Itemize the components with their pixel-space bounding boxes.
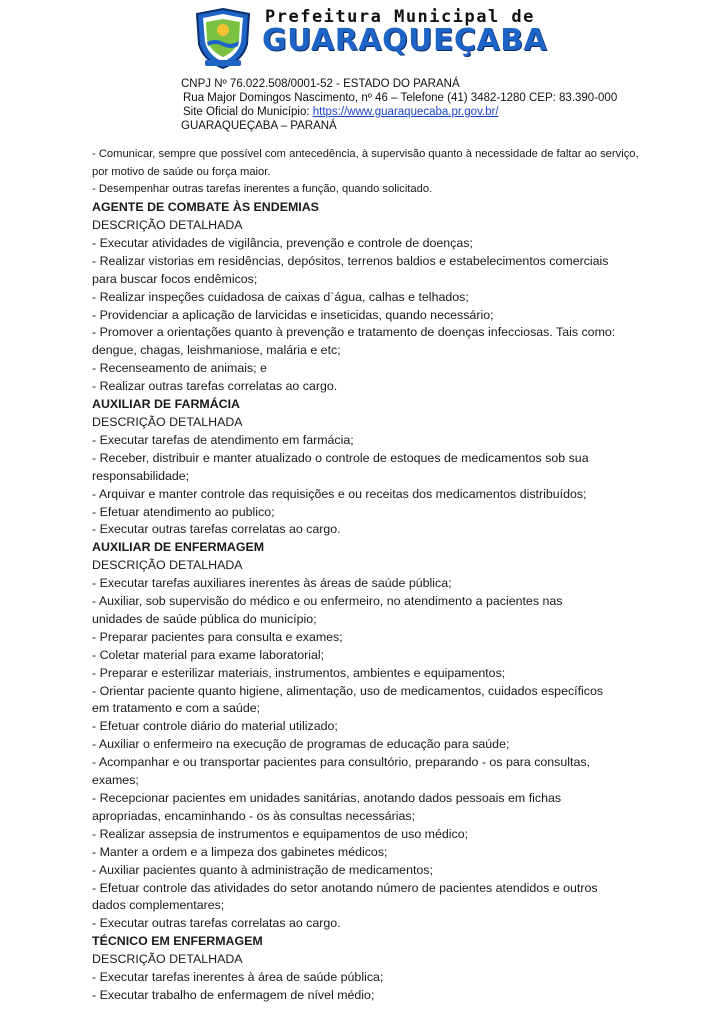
description-line: - Executar tarefas de atendimento em farmácia; (92, 432, 354, 447)
description-line: - Executar tarefas auxiliares inerentes às áreas de saúde pública; (92, 576, 452, 591)
header-info-block (181, 77, 617, 133)
description-line: - Coletar material para exame laboratorial; (92, 647, 325, 662)
description-line: - Executar outras tarefas correlatas ao cargo. (92, 522, 341, 537)
description-line: - Realizar outras tarefas correlatas ao cargo. (92, 379, 338, 394)
page-header (0, 0, 723, 140)
section-title: AUXILIAR DE ENFERMAGEM (92, 540, 265, 555)
description-line: - Executar trabalho de enfermagem de nível médio; (92, 987, 375, 1002)
description-line: - Orientar paciente quanto higiene, alimentação, uso de medicamentos, cuidados específicos (92, 683, 604, 698)
description-line: - Realizar assepsia de instrumentos e equipamentos de uso médico; (92, 826, 469, 841)
description-line: - Recenseamento de animais; e (92, 361, 267, 376)
description-line: - Efetuar atendimento ao publico; (92, 504, 275, 519)
intro-line: - Desempenhar outras tarefas inerentes a função, quando solicitado. (92, 183, 433, 196)
municipal-crest-logo (193, 8, 253, 70)
site-label: Site Oficial do Município: (183, 106, 310, 118)
description-line: - Manter a ordem e a limpeza dos gabinetes médicos; (92, 844, 388, 859)
description-line: em tratamento e com a saúde; (92, 701, 261, 716)
description-line: - Efetuar controle das atividades do setor anotando número de pacientes atendidos e outros (92, 880, 598, 895)
intro-line: - Comunicar, sempre que possível com antecedência, à supervisão quanto à necessidade de faltar ao serviço, (92, 148, 639, 160)
section-subtitle: DESCRIÇÃO DETALHADA (92, 558, 243, 573)
description-line: dados complementares; (92, 898, 225, 913)
description-line: unidades de saúde pública do município; (92, 611, 317, 626)
site-line (181, 105, 617, 119)
section-title: TÉCNICO EM ENFERMAGEM (92, 934, 263, 949)
description-line: para buscar focos endêmicos; (92, 271, 258, 286)
section-title: AUXILIAR DE FARMÁCIA (92, 397, 240, 412)
description-line: - Efetuar controle diário do material utilizado; (92, 719, 338, 734)
description-line: responsabilidade; (92, 468, 190, 483)
description-line: - Executar outras tarefas correlatas ao cargo. (92, 916, 341, 931)
description-line: - Preparar pacientes para consulta e exames; (92, 629, 343, 644)
description-line: - Arquivar e manter controle das requisições e ou receitas dos medicamentos distribuídos; (92, 486, 587, 501)
cnpj-line: CNPJ Nº 76.022.508/0001-52 - ESTADO DO PARANÁ (181, 78, 460, 90)
city-line: GUARAQUEÇABA – PARANÁ (181, 120, 337, 132)
description-line: - Receber, distribuir e manter atualizado o controle de estoques de medicamentos sob sua (92, 450, 589, 465)
description-line: - Realizar vistorias em residências, depósitos, terrenos baldios e estabelecimentos comerciais (92, 253, 609, 268)
description-line: - Auxiliar, sob supervisão do médico e ou enfermeiro, no atendimento a pacientes nas (92, 594, 563, 609)
description-line: - Executar atividades de vigilância, prevenção e controle de doenças; (92, 235, 473, 250)
site-url-link[interactable]: https://www.guaraquecaba.pr.gov.br/ (312, 106, 499, 118)
intro-line: por motivo de saúde ou força maior. (92, 165, 271, 178)
description-line: apropriadas, encaminhando - os às consultas necessárias; (92, 808, 416, 823)
description-line: - Realizar inspeções cuidadosa de caixas d`água, calhas e telhados; (92, 289, 469, 304)
description-line: - Recepcionar pacientes em unidades sanitárias, anotando dados pessoais em fichas (92, 791, 562, 806)
address-line: Rua Major Domingos Nascimento, nº 46 – Telefone (41) 3482-1280 CEP: 83.390-000 (183, 92, 618, 104)
description-line: dengue, chagas, leishmaniose, malária e etc; (92, 343, 341, 358)
document-body (92, 146, 692, 1005)
section-title: AGENTE DE COMBATE ÀS ENDEMIAS (92, 200, 319, 215)
logo-prefeitura-text: Prefeitura Municipal de (265, 7, 535, 27)
section-subtitle: DESCRIÇÃO DETALHADA (92, 218, 243, 233)
description-line: - Executar tarefas inerentes à área de saúde pública; (92, 970, 384, 985)
logo-city-name: GUARAQUEÇABA (262, 23, 548, 58)
description-line: - Acompanhar e ou transportar pacientes para consultório, preparando - os para consultas, (92, 755, 590, 770)
description-line: exames; (92, 773, 139, 788)
section-subtitle: DESCRIÇÃO DETALHADA (92, 414, 243, 429)
description-line: - Providenciar a aplicação de larvicidas e inseticidas, quando necessário; (92, 307, 494, 322)
description-line: - Auxiliar o enfermeiro na execução de programas de educação para saúde; (92, 737, 510, 752)
description-line: - Auxiliar pacientes quanto à administração de medicamentos; (92, 862, 433, 877)
section-subtitle: DESCRIÇÃO DETALHADA (92, 952, 243, 967)
description-line: - Preparar e esterilizar materiais, instrumentos, ambientes e equipamentos; (92, 665, 506, 680)
description-line: - Promover a orientações quanto à prevenção e tratamento de doenças infecciosas. Tais como: (92, 325, 616, 340)
